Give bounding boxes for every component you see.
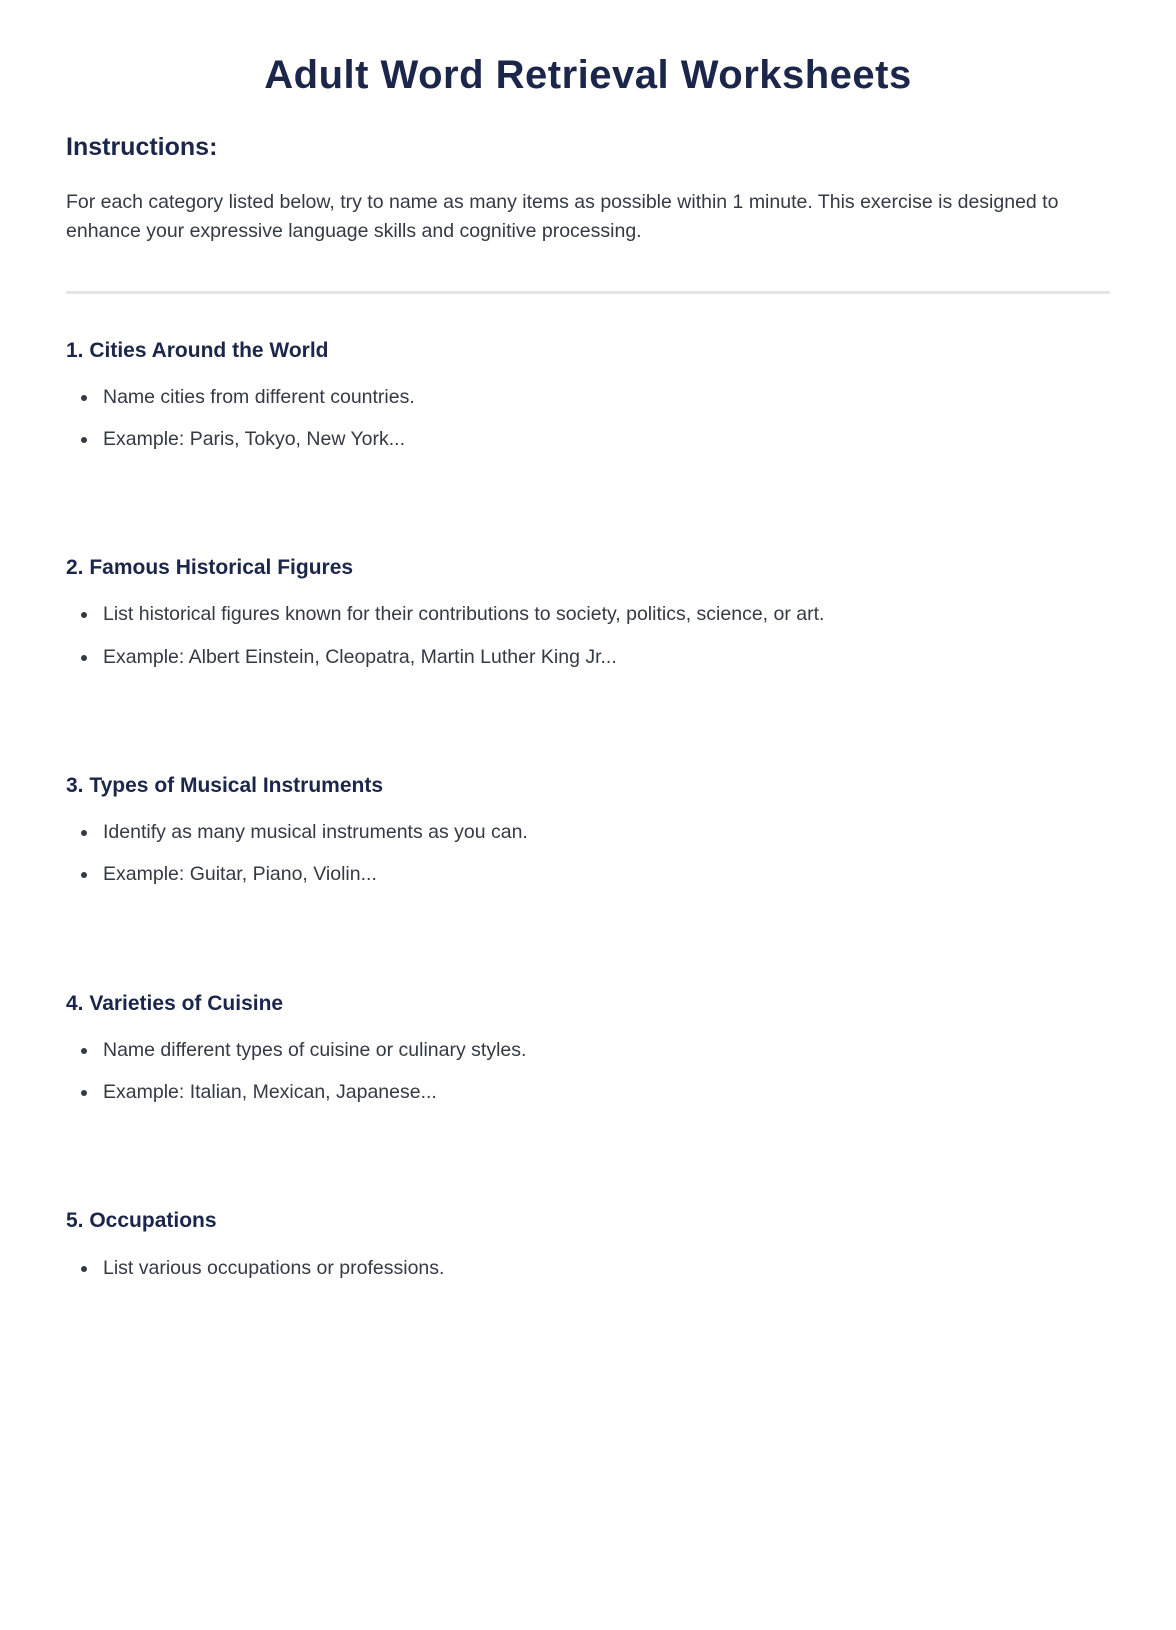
bullet-item: • List various occupations or professions. xyxy=(99,1254,1110,1282)
page-title: Adult Word Retrieval Worksheets xyxy=(264,53,912,97)
section-heading: 1. Cities Around the World xyxy=(66,338,329,362)
section-heading: 4. Varieties of Cuisine xyxy=(66,991,284,1015)
bullet-item: • Example: Guitar, Piano, Violin... xyxy=(99,860,1110,888)
section-heading: 3. Types of Musical Instruments xyxy=(66,773,384,797)
bullet-item: • Name different types of cuisine or culinary styles. xyxy=(99,1036,1110,1064)
bullet-list xyxy=(66,1036,1110,1107)
divider xyxy=(66,291,1110,294)
instructions-heading: Instructions: xyxy=(66,133,218,161)
bullet-item: • List historical figures known for their contributions to society, politics, science, or art. xyxy=(99,600,1110,628)
worksheet-section xyxy=(66,338,1110,454)
bullet-item: • Name cities from different countries. xyxy=(99,383,1110,411)
section-heading: 2. Famous Historical Figures xyxy=(66,556,354,580)
instructions-body: For each category listed below, try to name as many items as possible within 1 minute. This exercise is designed to enhance your expressive language skills and cognitive processing. xyxy=(66,191,1059,243)
bullet-item: • Example: Paris, Tokyo, New York... xyxy=(99,425,1110,453)
sections-container xyxy=(66,338,1110,1282)
bullet-list xyxy=(66,1254,1110,1282)
worksheet-section xyxy=(66,773,1110,889)
worksheet-section xyxy=(66,1208,1110,1281)
bullet-item: • Identify as many musical instruments as you can. xyxy=(99,818,1110,846)
bullet-list xyxy=(66,818,1110,889)
bullet-list xyxy=(66,600,1110,671)
worksheet-section xyxy=(66,555,1110,671)
section-heading: 5. Occupations xyxy=(66,1209,217,1233)
bullet-item: • Example: Italian, Mexican, Japanese... xyxy=(99,1078,1110,1106)
worksheet-section xyxy=(66,991,1110,1107)
bullet-list xyxy=(66,383,1110,454)
bullet-item: • Example: Albert Einstein, Cleopatra, Martin Luther King Jr... xyxy=(99,643,1110,671)
